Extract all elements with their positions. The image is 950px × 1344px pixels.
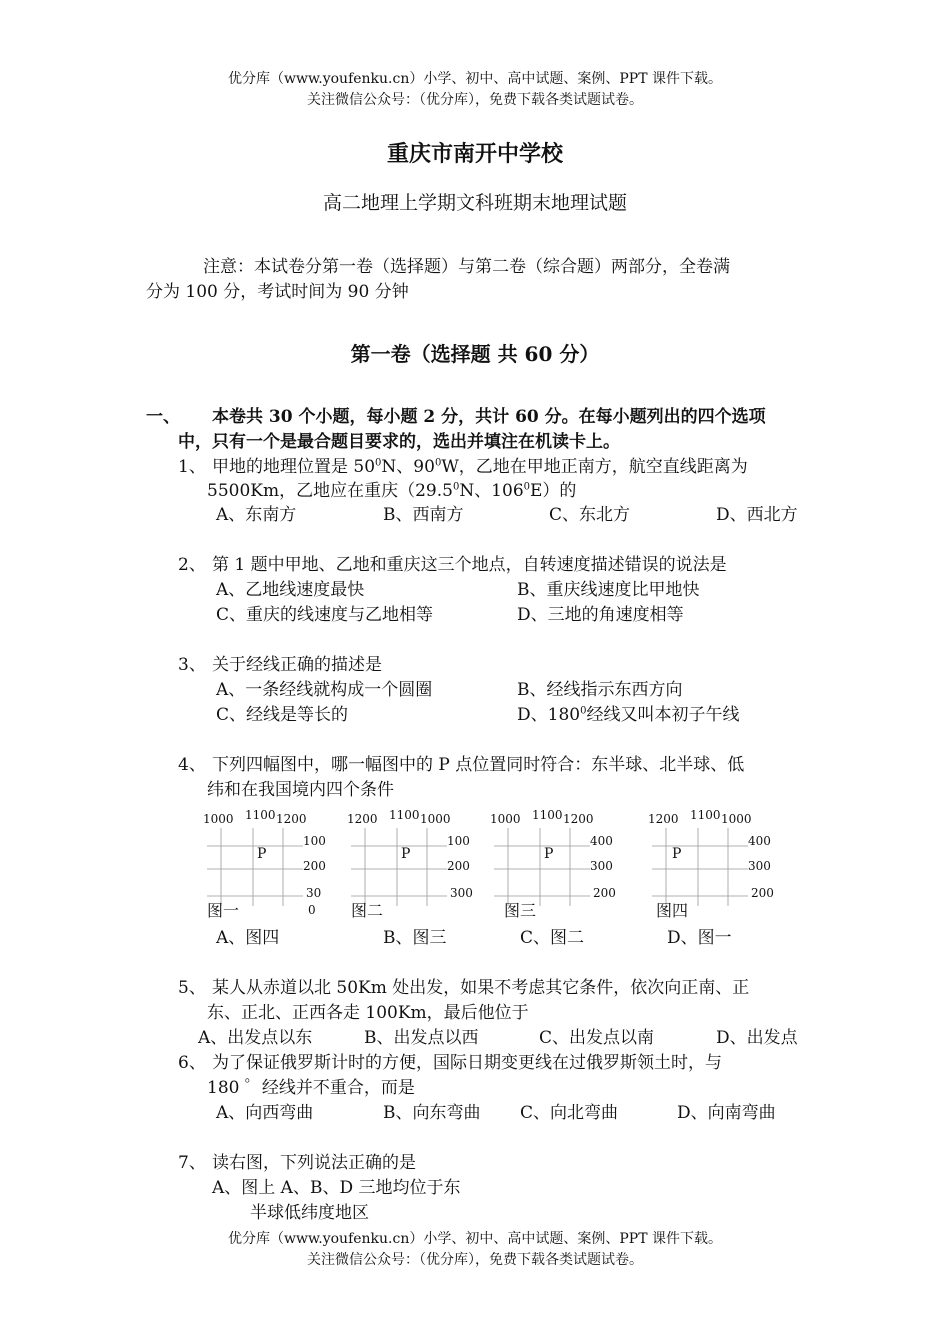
- q1-option-c[interactable]: C、东北方: [549, 505, 631, 525]
- lat-label: 300: [590, 859, 613, 873]
- q4-option-b[interactable]: B、图三: [383, 928, 447, 948]
- q7-option-a-cont: 半球低纬度地区: [250, 1203, 369, 1223]
- q3-text: 关于经线正确的描述是: [212, 655, 382, 675]
- q6-number: 6、: [178, 1053, 206, 1073]
- q5-option-c[interactable]: C、出发点以南: [539, 1028, 655, 1048]
- lat-label: 30: [306, 886, 322, 900]
- q4-figure-3: [490, 806, 630, 926]
- q3-option-d[interactable]: D、$180^0$经线又叫本初子午线: [517, 705, 740, 725]
- q1-line-1: 甲地的地理位置是 $50^0N$、$90^0W$，乙地在甲地正南方，航空直线距离为: [212, 457, 748, 477]
- q3-option-a[interactable]: A、一条经线就构成一个圆圈: [216, 680, 433, 700]
- q2-option-a[interactable]: A、乙地线速度最快: [216, 580, 365, 600]
- q6-line-2: 180 ゜经线并不重合，而是: [207, 1078, 415, 1098]
- q6-line-1: 为了保证俄罗斯计时的方便，国际日期变更线在过俄罗斯领土时，与: [212, 1053, 722, 1073]
- lon-label: 1100: [245, 808, 276, 822]
- lat-label-extra: 0: [308, 903, 316, 917]
- q1-option-b[interactable]: B、西南方: [383, 505, 464, 525]
- lat-label: 400: [590, 834, 613, 848]
- q2-option-b[interactable]: B、重庆线速度比甲地快: [517, 580, 700, 600]
- q3-option-c[interactable]: C、经线是等长的: [216, 705, 349, 725]
- header-line-2: 关注微信公众号：（优分库），免费下载各类试题试卷。: [307, 92, 643, 108]
- figure-caption: 图二: [351, 901, 384, 920]
- point-p: P: [672, 846, 682, 862]
- figure-caption: 图三: [504, 901, 537, 920]
- instruction-number: 一、: [146, 407, 180, 427]
- section-title: 第一卷（选择题 共 60 分）: [350, 342, 600, 366]
- instruction-line-2: 中，只有一个是最合题目要求的，选出并填注在机读卡上。: [178, 432, 620, 452]
- lat-label: 200: [447, 859, 470, 873]
- q4-line-2: 纬和在我国境内四个条件: [207, 780, 394, 800]
- lon-label: 1000: [490, 812, 521, 826]
- q4-number: 4、: [178, 755, 206, 775]
- q4-option-c[interactable]: C、图二: [520, 928, 585, 948]
- q7-option-a[interactable]: A、图上 A、B、D 三地均位于东: [212, 1178, 461, 1198]
- q6-option-d[interactable]: D、向南弯曲: [677, 1103, 776, 1123]
- point-p: P: [257, 846, 267, 862]
- q4-figure-4: [648, 806, 788, 926]
- q5-number: 5、: [178, 978, 206, 998]
- q3-number: 3、: [178, 655, 206, 675]
- lon-label: 1000: [203, 812, 234, 826]
- lat-label: 300: [450, 886, 473, 900]
- q1-option-a[interactable]: A、东南方: [216, 505, 297, 525]
- lat-label: 200: [751, 886, 774, 900]
- q4-line-1: 下列四幅图中，哪一幅图中的 P 点位置同时符合：东半球、北半球、低: [212, 755, 745, 775]
- lon-label: 1200: [347, 812, 378, 826]
- lon-label: 1200: [563, 812, 594, 826]
- q5-option-a[interactable]: A、出发点以东: [198, 1028, 313, 1048]
- q5-option-d[interactable]: D、出发点: [716, 1028, 798, 1048]
- lon-label: 1200: [648, 812, 679, 826]
- q1-number: 1、: [178, 457, 206, 477]
- figure-caption: 图四: [656, 901, 689, 920]
- lon-label: 1200: [276, 812, 307, 826]
- notice-line-2: 分为 100 分，考试时间为 90 分钟: [146, 282, 409, 302]
- lat-label: 200: [593, 886, 616, 900]
- instruction-line-1: 本卷共 30 个小题，每小题 2 分，共计 60 分。在每小题列出的四个选项: [212, 407, 766, 427]
- notice-line-1: 注意：本试卷分第一卷（选择题）与第二卷（综合题）两部分，全卷满: [203, 257, 730, 277]
- lat-label: 400: [748, 834, 771, 848]
- q6-option-c[interactable]: C、向北弯曲: [520, 1103, 619, 1123]
- footer-line-2: 关注微信公众号：（优分库），免费下载各类试题试卷。: [307, 1252, 643, 1268]
- q4-figure-2: [347, 806, 487, 926]
- lon-label: 1000: [420, 812, 451, 826]
- q2-number: 2、: [178, 555, 206, 575]
- q2-option-c[interactable]: C、重庆的线速度与乙地相等: [216, 605, 434, 625]
- q6-option-a[interactable]: A、向西弯曲: [216, 1103, 314, 1123]
- point-p: P: [544, 846, 554, 862]
- q4-option-a[interactable]: A、图四: [216, 928, 280, 948]
- exam-title: 高二地理上学期文科班期末地理试题: [322, 192, 627, 214]
- header-line-1: 优分库（www.youfenku.cn）小学、初中、高中试题、案例、PPT 课件下载。: [227, 71, 722, 87]
- q5-line-1: 某人从赤道以北 50Km 处出发，如果不考虑其它条件，依次向正南、正: [212, 978, 750, 998]
- lon-label: 1100: [690, 808, 721, 822]
- footer-line-1: 优分库（www.youfenku.cn）小学、初中、高中试题、案例、PPT 课件下载。: [227, 1231, 722, 1247]
- q2-text: 第 1 题中甲地、乙地和重庆这三个地点，自转速度描述错误的说法是: [212, 555, 727, 575]
- lat-label: 300: [748, 859, 771, 873]
- q2-option-d[interactable]: D、三地的角速度相等: [517, 605, 684, 625]
- q4-figure-1: [203, 806, 343, 926]
- q7-number: 7、: [178, 1153, 206, 1173]
- q1-option-d[interactable]: D、西北方: [716, 505, 798, 525]
- lon-label: 1100: [389, 808, 420, 822]
- school-title: 重庆市南开中学校: [386, 141, 563, 167]
- q3-option-b[interactable]: B、经线指示东西方向: [517, 680, 683, 700]
- q5-line-2: 东、正北、正西各走 100Km，最后他位于: [207, 1003, 529, 1023]
- q4-option-d[interactable]: D、图一: [667, 928, 732, 948]
- q6-option-b[interactable]: B、向东弯曲: [383, 1103, 481, 1123]
- q1-line-2: 5500Km，乙地应在重庆（29.5$^0$N、$106^0E$）的: [207, 481, 577, 501]
- lat-label: 100: [447, 834, 470, 848]
- point-p: P: [401, 846, 411, 862]
- figure-caption: 图一: [207, 901, 240, 920]
- lon-label: 1100: [532, 808, 563, 822]
- q7-text: 读右图，下列说法正确的是: [212, 1153, 416, 1173]
- lat-label: 100: [303, 834, 326, 848]
- lon-label: 1000: [721, 812, 752, 826]
- q5-option-b[interactable]: B、出发点以西: [364, 1028, 479, 1048]
- lat-label: 200: [303, 859, 326, 873]
